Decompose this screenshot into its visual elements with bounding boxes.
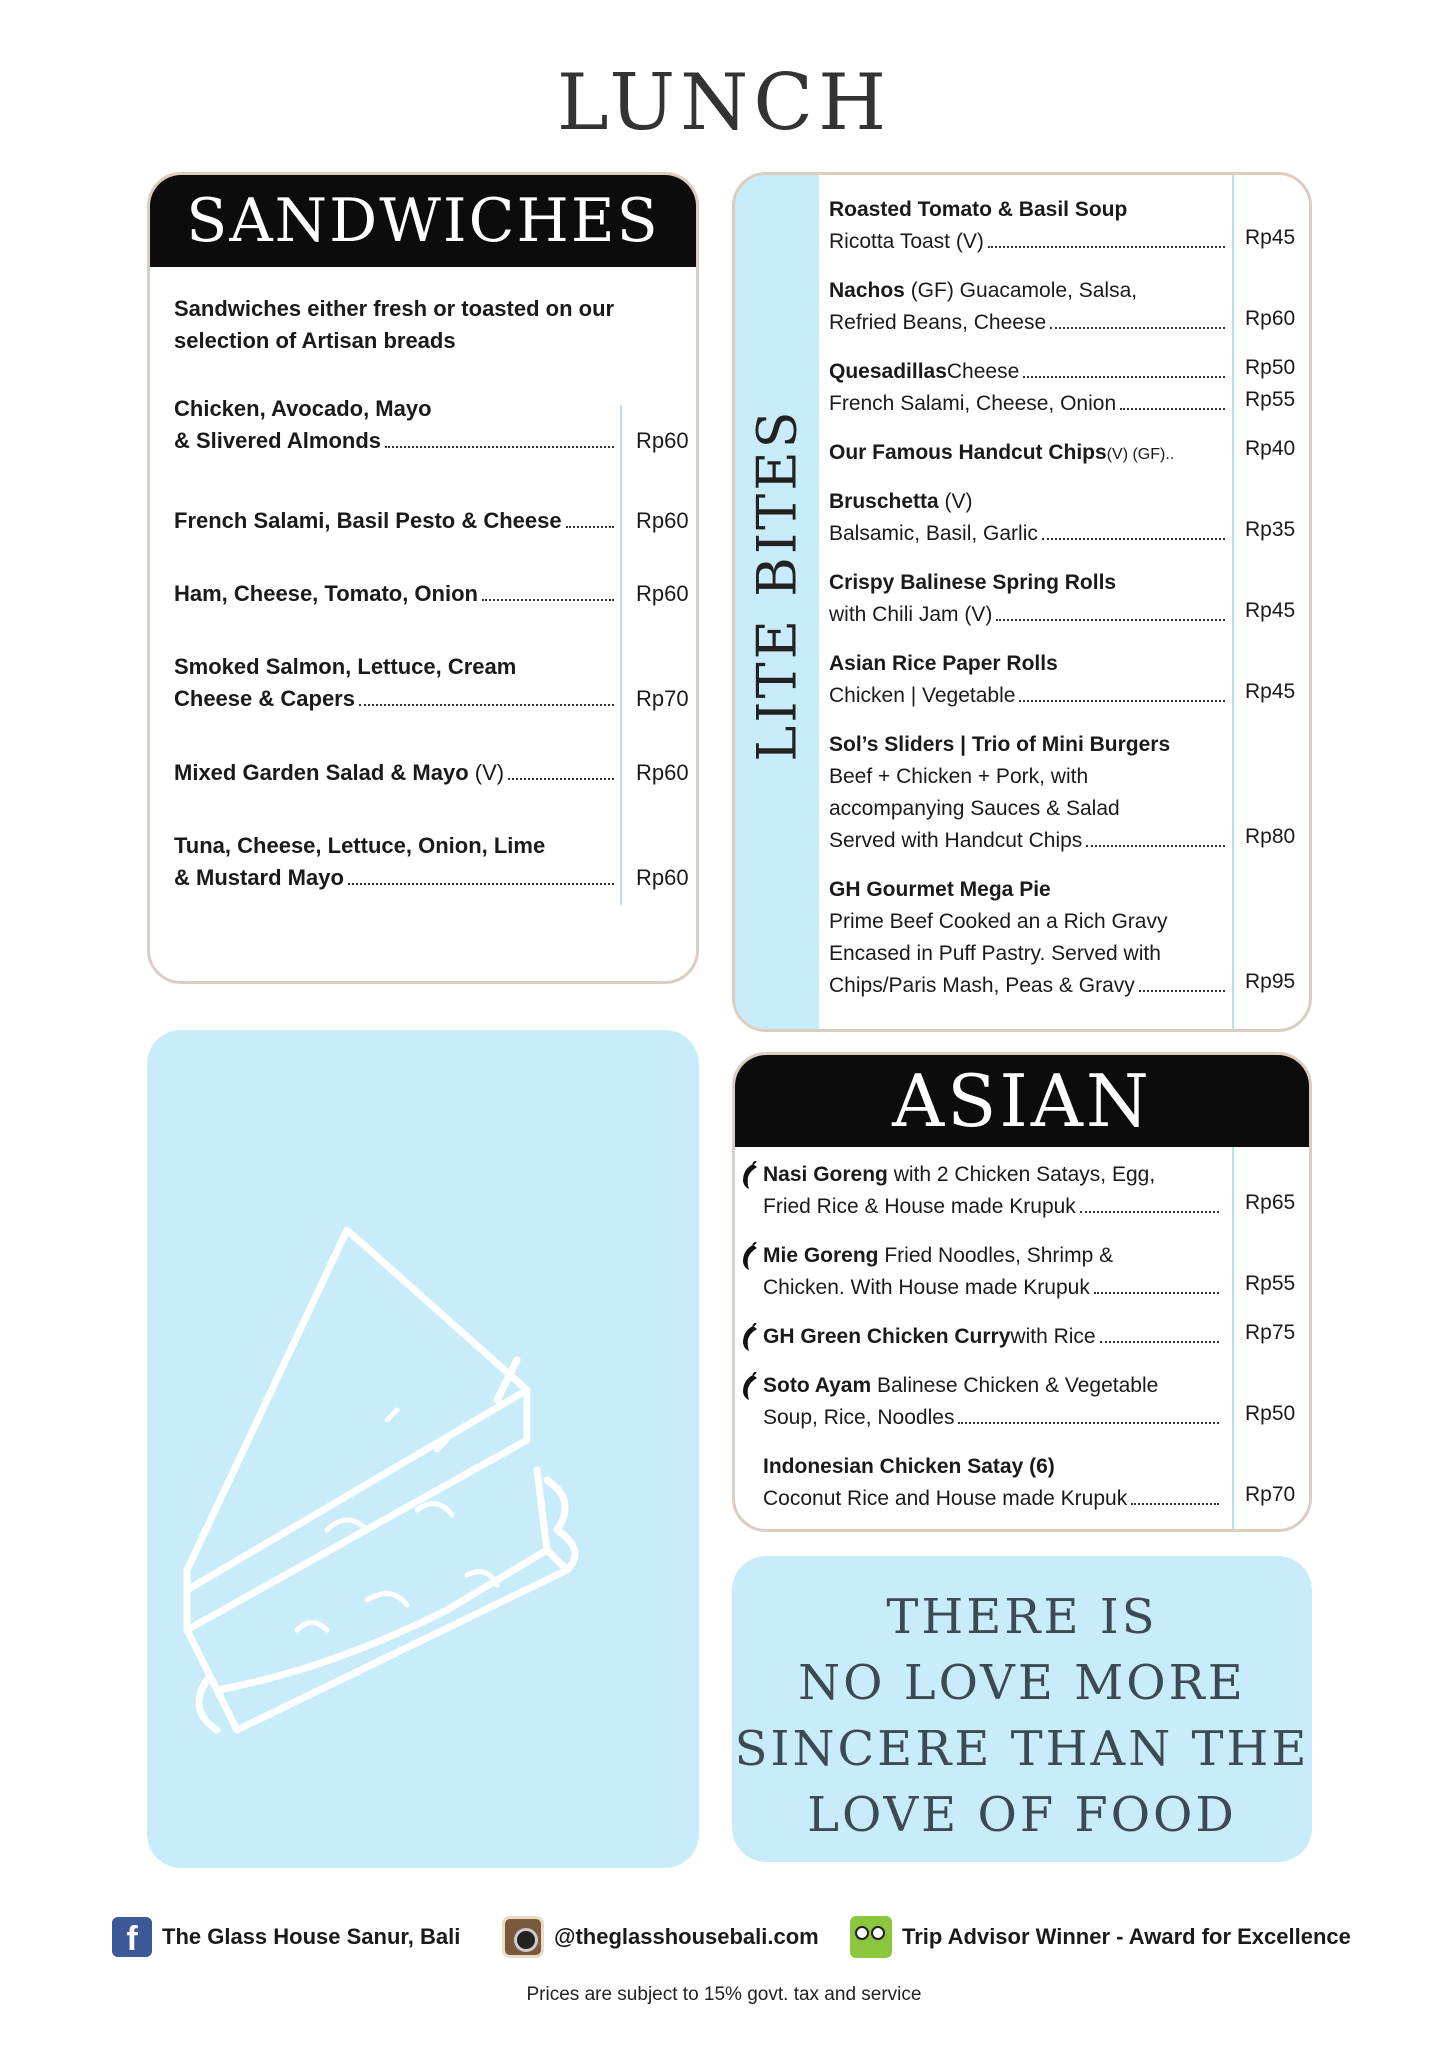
item-desc: Chicken | Vegetable: [829, 684, 1016, 707]
quote-line: NO LOVE MORE: [798, 1655, 1246, 1711]
item-name: Soto Ayam: [763, 1374, 872, 1397]
item-name: Chicken, Avocado, Mayo: [174, 396, 432, 421]
quote-text: [732, 1584, 1312, 1848]
quote-line: SINCERE THAN THE: [734, 1721, 1310, 1777]
item-name: Mie Goreng: [763, 1244, 879, 1267]
item-desc: Served with Handcut Chips: [829, 829, 1083, 852]
tripadvisor-label: Trip Advisor Winner - Award for Excellence: [902, 1924, 1351, 1949]
item-desc: Soup, Rice, Noodles: [763, 1406, 955, 1429]
menu-item: [763, 1159, 1223, 1223]
menu-item: [174, 651, 694, 715]
menu-item: [763, 1370, 1223, 1434]
menu-item: [829, 874, 1229, 1002]
divider: [1232, 175, 1234, 1029]
item-desc: Encased in Puff Pastry. Served with: [829, 942, 1161, 965]
sandwich-illustration-panel: [147, 1030, 699, 1868]
item-name: Sol’s Sliders | Trio of Mini Burgers: [829, 733, 1171, 756]
item-name: & Slivered Almonds: [174, 428, 382, 453]
quote-line: THERE IS: [886, 1589, 1158, 1645]
item-desc: with Rice: [1010, 1325, 1096, 1348]
chili-icon: [737, 1242, 759, 1272]
menu-item: [174, 505, 694, 537]
menu-item: [829, 356, 1229, 420]
sandwiches-intro: Sandwiches either fresh or toasted on our selection of Artisan breads: [174, 296, 615, 353]
item-price: Rp45: [1245, 599, 1296, 622]
item-name: Smoked Salmon, Lettuce, Cream: [174, 654, 517, 679]
asian-heading: ASIAN: [735, 1055, 1309, 1147]
item-price: Rp60: [636, 865, 689, 890]
menu-item: [174, 578, 694, 610]
tripadvisor-icon: [850, 1916, 892, 1958]
item-desc: with Chili Jam (V): [829, 603, 993, 626]
item-desc: Refried Beans, Cheese: [829, 311, 1047, 334]
item-price: Rp70: [1245, 1483, 1296, 1506]
quote-line: LOVE OF FOOD: [807, 1787, 1237, 1843]
item-price: Rp60: [1245, 307, 1296, 330]
item-price: Rp50: [1245, 1402, 1296, 1425]
item-price: Rp40: [1245, 437, 1296, 460]
item-price: Rp80: [1245, 825, 1296, 848]
item-price: Rp50: [1245, 356, 1296, 379]
item-price: Rp35: [1245, 518, 1296, 541]
item-name: Bruschetta: [829, 490, 939, 513]
menu-item: [829, 437, 1229, 471]
item-price: Rp65: [1245, 1191, 1296, 1214]
item-name: Nasi Goreng: [763, 1163, 888, 1186]
item-desc: accompanying Sauces & Salad: [829, 797, 1120, 820]
item-name: Quesadillas: [829, 360, 947, 383]
item-desc: Chicken. With House made Krupuk: [763, 1276, 1090, 1299]
facebook-label: The Glass House Sanur, Bali: [162, 1924, 461, 1949]
item-desc: Balsamic, Basil, Garlic: [829, 522, 1038, 545]
item-desc: Fried Rice & House made Krupuk: [763, 1195, 1076, 1218]
facebook-link[interactable]: [112, 1915, 460, 1959]
chili-icon: [737, 1161, 759, 1191]
menu-item: [829, 486, 1229, 550]
item-desc: Cheese: [946, 360, 1020, 383]
menu-item: [763, 1321, 1223, 1353]
item-name: & Mustard Mayo: [174, 865, 344, 890]
tripadvisor-link[interactable]: [850, 1915, 1351, 1959]
item-name: Indonesian Chicken Satay (6): [763, 1455, 1055, 1478]
item-price: Rp60: [636, 508, 689, 533]
item-name: GH Gourmet Mega Pie: [829, 878, 1051, 901]
menu-item: [829, 275, 1229, 339]
instagram-icon: [502, 1916, 544, 1958]
item-desc: Coconut Rice and House made Krupuk: [763, 1487, 1128, 1510]
item-desc: (GF) Guacamole, Salsa,: [904, 279, 1138, 302]
page-title: LUNCH: [556, 58, 892, 148]
item-desc: Balinese Chicken & Vegetable: [871, 1374, 1159, 1397]
item-desc: Prime Beef Cooked an a Rich Gravy: [829, 910, 1168, 933]
asian-panel: [732, 1052, 1312, 1532]
quote-panel: [732, 1556, 1312, 1862]
instagram-link[interactable]: [502, 1915, 819, 1959]
menu-item: [763, 1240, 1223, 1304]
menu-item: [829, 567, 1229, 631]
instagram-label: @theglasshousebali.com: [554, 1924, 819, 1949]
item-price: Rp55: [1245, 1272, 1296, 1295]
item-desc: with 2 Chicken Satays, Egg,: [887, 1163, 1156, 1186]
sandwiches-heading: SANDWICHES: [150, 175, 696, 267]
item-desc: (V) (GF)..: [1106, 446, 1175, 463]
diet-tag: (V): [474, 760, 505, 785]
item-price: Rp55: [1245, 388, 1296, 411]
menu-item: [829, 729, 1229, 857]
sandwiches-panel: [147, 172, 699, 984]
item-name: Our Famous Handcut Chips: [829, 441, 1107, 464]
item-desc: Beef + Chicken + Pork, with: [829, 765, 1089, 788]
chili-icon: [737, 1323, 759, 1353]
menu-item: [174, 757, 694, 789]
menu-item: [829, 648, 1229, 712]
item-name: Asian Rice Paper Rolls: [829, 652, 1058, 675]
tax-note: Prices are subject to 15% govt. tax and service: [526, 1984, 922, 2005]
item-price: Rp60: [636, 428, 689, 453]
item-price: Rp70: [636, 686, 689, 711]
item-desc: Fried Noodles, Shrimp &: [878, 1244, 1114, 1267]
sandwich-icon: [147, 1030, 699, 1868]
lite-bites-heading: LITE BITES: [745, 408, 809, 762]
footer: [112, 1915, 1372, 1959]
item-name: Cheese & Capers: [174, 686, 355, 711]
item-desc: (V): [938, 490, 973, 513]
item-name: Crispy Balinese Spring Rolls: [829, 571, 1117, 594]
facebook-icon: f: [112, 1917, 152, 1957]
item-name: Mixed Garden Salad & Mayo: [174, 760, 469, 785]
item-name: Tuna, Cheese, Lettuce, Onion, Lime: [174, 833, 546, 858]
menu-item: [174, 830, 694, 894]
item-name: Ham, Cheese, Tomato, Onion: [174, 581, 478, 606]
item-name: GH Green Chicken Curry: [763, 1325, 1011, 1348]
item-name: French Salami, Basil Pesto & Cheese: [174, 508, 562, 533]
item-price: Rp95: [1245, 970, 1296, 993]
item-price: Rp60: [636, 760, 689, 785]
item-desc: Chips/Paris Mash, Peas & Gravy: [829, 974, 1135, 997]
item-price: Rp45: [1245, 680, 1296, 703]
menu-item: [763, 1451, 1223, 1515]
divider: [1232, 1147, 1234, 1532]
lite-bites-panel: [732, 172, 1312, 1032]
item-price: Rp60: [636, 581, 689, 606]
item-price: Rp75: [1245, 1321, 1296, 1344]
item-name: Roasted Tomato & Basil Soup: [829, 198, 1128, 221]
chili-icon: [737, 1372, 759, 1402]
item-price: Rp45: [1245, 226, 1296, 249]
item-name: Nachos: [829, 279, 905, 302]
item-desc: Ricotta Toast (V): [829, 230, 984, 253]
item-desc: French Salami, Cheese, Onion: [829, 392, 1117, 415]
menu-item: [829, 194, 1229, 258]
menu-item: [174, 393, 694, 457]
